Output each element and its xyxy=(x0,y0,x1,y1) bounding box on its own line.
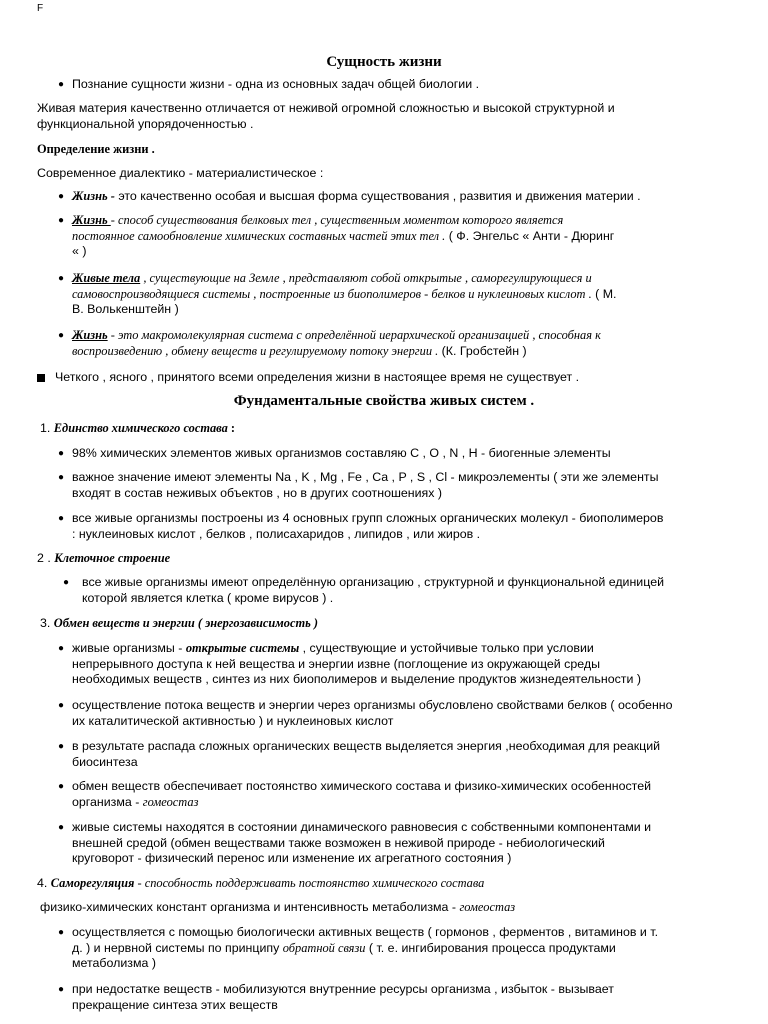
key-term: гомеостаз xyxy=(459,900,516,914)
section-heading xyxy=(37,551,170,567)
bullet-icon: ● xyxy=(58,79,65,90)
item-text: входят в состав неживых объектов , но в других соотношениях ) xyxy=(72,485,443,500)
bullet-icon: ● xyxy=(58,643,65,654)
item-text: биосинтеза xyxy=(72,754,138,769)
citation: (К. Гробстейн ) xyxy=(438,343,527,358)
bullet-icon: ● xyxy=(63,577,70,588)
item-text: внешней средой (обмен веществами также возможен в неживой природе - небиологический xyxy=(72,835,605,850)
bullet-icon: ● xyxy=(58,700,65,711)
item-text: живые системы находятся в состоянии динамического равновесия с собственными компонентами и xyxy=(72,820,652,834)
item-text: их каталитической активностью ) и нуклеиновых кислот xyxy=(72,713,394,728)
item-text: круговорот - физический перенос или изменение их агрегатного состояния ) xyxy=(72,851,512,865)
item-text: при недостатке веществ - мобилизуются внутренние ресурсы организма , избыток - вызывает xyxy=(72,982,614,996)
definition-text: - способ существования белковых тел , существенным моментом которого является xyxy=(110,213,564,227)
corner-mark: F xyxy=(37,3,44,14)
item-text: все живые организмы построены из 4 основных групп сложных органических молекул - биополимеров xyxy=(72,511,664,525)
bullet-icon: ● xyxy=(58,822,65,833)
bullet-icon: ● xyxy=(58,781,65,792)
definition-term: Жизнь xyxy=(72,328,108,342)
item-text: необходимых веществ , синтез из них биополимеров и выделение продуктов жизнедеятельности ) xyxy=(72,672,641,686)
definition-term: Жизнь xyxy=(72,213,111,227)
item-text: Познание сущности жизни - одна из основных задач общей биологии . xyxy=(72,77,480,91)
definition-text: это качественно особая и высшая форма существования , развития и движения материи . xyxy=(114,189,641,203)
line: Живая материя качественно отличается от неживой огромной сложностью и высокой структурной и xyxy=(37,101,615,115)
item-text: метаболизма ) xyxy=(72,956,156,970)
item-text: д. ) и нервной системы по принципу xyxy=(72,940,283,955)
paragraph-text: физико-химических констант организма и интенсивность метаболизма - xyxy=(40,900,460,914)
bullet-icon: ● xyxy=(58,330,65,341)
section-label: Саморегуляция xyxy=(50,876,135,890)
item-text: все живые организмы имеют определённую организацию , структурной и функциональной единицей xyxy=(82,575,665,589)
bullet-icon: ● xyxy=(58,191,65,202)
section-heading xyxy=(40,421,235,437)
citation: « ) xyxy=(72,244,87,258)
definition-text: воспроизведению , обмену веществ и регулируемому потоку энергии . xyxy=(72,343,439,358)
definition-term: Жизнь - xyxy=(72,189,115,203)
section-number: 3. xyxy=(40,616,51,630)
citation: ( Ф. Энгельс « Анти - Дюринг xyxy=(445,228,615,243)
section-heading xyxy=(40,616,318,632)
section-heading: Определение жизни . xyxy=(37,142,155,156)
item-text: обмен веществ обеспечивает постоянство химического состава и физико-химических особенностей xyxy=(72,779,652,793)
item-text: важное значение имеют элементы Na , K , Mg , Fe , Ca , P , S , Cl - микроэлементы ( эти же элементы xyxy=(72,470,659,484)
key-term: обратной связи xyxy=(282,940,366,955)
item-text: непрерывного доступа к ней вещества и энергии извне (поглощение из окружающей среды xyxy=(72,656,600,671)
definition-text: самовоспроизводящиеся системы , построенные из биополимеров - белков и нуклеиновых кислот . xyxy=(72,286,592,301)
square-bullet-icon xyxy=(37,374,45,382)
bullet-icon: ● xyxy=(58,741,65,752)
section-label: Обмен веществ и энергии ( энергозависимость ) xyxy=(53,616,318,630)
item-text: в результате распада сложных органических веществ выделяется энергия ,необходимая для реакций xyxy=(72,739,661,753)
section-label: Единство химического состава xyxy=(53,421,228,435)
paragraph xyxy=(37,101,737,132)
section-number: 1. xyxy=(40,421,51,435)
item-text: : нуклеиновых кислот , белков , полисахаридов , липидов , или жиров . xyxy=(72,526,481,541)
section-heading xyxy=(37,876,484,892)
item-text: которой является клетка ( кроме вирусов ) . xyxy=(82,590,334,605)
item-text: ( т. е. ингибирования процесса продуктами xyxy=(365,940,616,955)
section-subtitle: Современное диалектико - материалистическое : xyxy=(37,166,324,180)
item-text: живые организмы - xyxy=(72,641,186,655)
item-text: , существующие и устойчивые только при условии xyxy=(299,641,594,655)
section-label: Клеточное строение xyxy=(54,551,171,565)
note-text: Четкого , ясного , принятого всеми определения жизни в настоящее время не существует . xyxy=(55,370,580,384)
section-number: 4. xyxy=(37,876,48,890)
section-title: Фундаментальные свойства живых систем . xyxy=(233,393,535,409)
definition-text: - это макромолекулярная система с определённой иерархической организацией , способная к xyxy=(107,328,601,342)
item-text: прекращение синтеза этих веществ xyxy=(72,997,278,1012)
bullet-icon: ● xyxy=(58,472,65,483)
definition-text: постоянное самообновление химических составных частей этих тел . xyxy=(72,228,446,243)
bullet-icon: ● xyxy=(58,927,65,938)
section-description: - способность поддерживать постоянство химического состава xyxy=(134,876,485,890)
key-term: открытые системы xyxy=(185,641,300,655)
key-term: гомеостаз xyxy=(142,794,199,809)
item-text: организма - xyxy=(72,794,143,809)
item-text: 98% химических элементов живых организмов составляю C , O , N , H - биогенные элементы xyxy=(72,446,611,460)
item-text: осуществляется с помощью биологически активных веществ ( гормонов , ферментов , витаминов и т. xyxy=(72,925,659,939)
item-text: осуществление потока веществ и энергии через организмы обусловлено свойствами белков ( особенно xyxy=(72,698,673,712)
bullet-icon: ● xyxy=(58,215,65,226)
line: функциональной упорядоченностью . xyxy=(37,116,254,131)
bullet-icon: ● xyxy=(58,448,65,459)
definition-term: Живые тела xyxy=(72,271,141,285)
bullet-icon: ● xyxy=(58,513,65,524)
citation: В. Волькенштейн ) xyxy=(72,302,179,316)
section-number: 2 . xyxy=(37,551,51,565)
citation: ( М. xyxy=(591,286,617,301)
bullet-icon: ● xyxy=(58,984,65,995)
definition-text: , существующие на Земле , представляют собой открытые , саморегулирующиеся и xyxy=(140,271,592,285)
page-title: Сущность жизни xyxy=(326,54,442,70)
paragraph xyxy=(40,900,515,916)
bullet-icon: ● xyxy=(58,273,65,284)
section-colon: : xyxy=(227,421,236,435)
